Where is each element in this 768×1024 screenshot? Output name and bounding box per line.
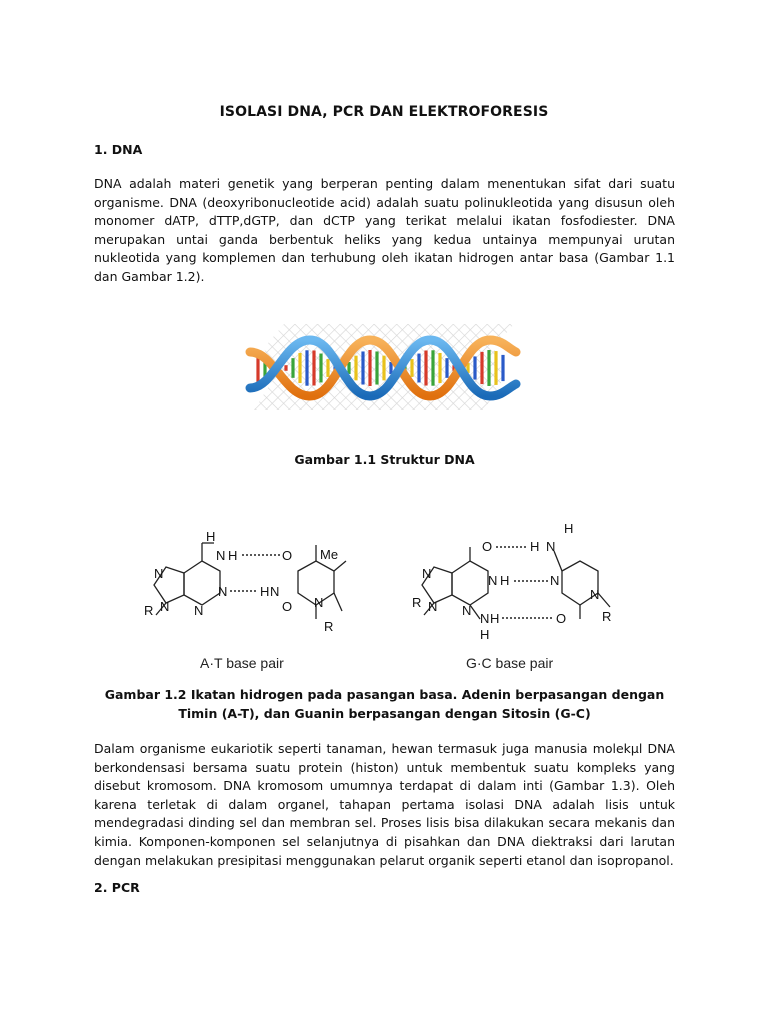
atom-label: H [500, 573, 510, 588]
atom-label: R [412, 595, 422, 610]
atom-label: H [490, 611, 500, 626]
section-heading-pcr: 2. PCR [94, 880, 140, 895]
atom-label: O [556, 611, 567, 626]
atom-label: H [530, 539, 540, 554]
atom-label: N [550, 573, 560, 588]
atom-label: N [314, 595, 324, 610]
atom-label: O [282, 548, 293, 563]
atom-label: N [194, 603, 204, 618]
atom-label: N [216, 548, 226, 563]
figure-1-2-caption: Gambar 1.2 Ikatan hidrogen pada pasangan basa. Adenin berpasangan dengan Timin (A-T), dan Guanin berpasangan dengan Sitosin (G-C) [104, 687, 665, 721]
dna-helix-figure [244, 318, 524, 416]
atom-label: O [482, 539, 493, 554]
paragraph-dna-isolation: Dalam organisme eukariotik seperti tanaman, hewan termasuk juga manusia molekµl DNA berkondensasi bersama suatu protein (histon) untuk membentuk suatu kompleks yang disebut kromosom. DNA kromosom umumnya terdapat di dalam inti (Gambar 1.3). Oleh karena terletak di dalam organel, tahapan pertama isolasi DNA adalah lisis untuk mendegradasi dinding sel dan membran sel. Proses lisis bisa dilakukan secara mekanis dan kimia. Komponen-komponen sel selanjutnya di pisahkan dan DNA diektraksi dari larutan dengan melakukan presipitasi menggunakan pelarut organik seperti etanol dan isopropanol. [94, 741, 675, 868]
atom-label: H [228, 548, 238, 563]
at-pair-label: A·T base pair [200, 655, 284, 671]
atom-label: N [428, 599, 438, 614]
atom-label: N [422, 566, 432, 581]
atom-label: O [282, 599, 293, 614]
atom-label: H [564, 521, 574, 536]
base-pair-figure [130, 515, 650, 675]
atom-label: Me [320, 547, 339, 562]
atom-label: R [324, 619, 334, 634]
document-title: ISOLASI DNA, PCR DAN ELEKTROFORESIS [219, 104, 549, 120]
atom-label: N [546, 539, 556, 554]
atom-label: N [270, 584, 280, 599]
atom-label: R [144, 603, 154, 618]
atom-label: N [488, 573, 498, 588]
atom-label: N [154, 566, 164, 581]
gc-pair-label: G·C base pair [466, 655, 554, 671]
section-heading-dna: 1. DNA [94, 142, 143, 157]
atom-label: R [602, 609, 612, 624]
atom-label: N [590, 587, 600, 602]
paragraph-dna-intro: DNA adalah materi genetik yang berperan penting dalam menentukan sifat dari suatu organisme. DNA (deoxyribonucleotide acid) adalah suatu polinukleotida yang disusun oleh monomer dATP, dTTP,dGTP, dan dCTP yang terikat melalui ikatan fosfodiester. DNA merupakan untai ganda berbentuk heliks yang kedua untainya mempunyai urutan nukleotida yang komplemen dan terhubung oleh ikatan hidrogen antar basa (Gambar 1.1 dan Gambar 1.2). [94, 176, 675, 284]
atom-label: H [260, 584, 270, 599]
atom-label: N [218, 584, 228, 599]
gc-pair-structure [422, 547, 610, 619]
atom-label: H [206, 529, 216, 544]
atom-label: N [160, 599, 170, 614]
atom-label: H [480, 627, 490, 642]
figure-1-1-caption: Gambar 1.1 Struktur DNA [294, 452, 475, 467]
atom-label: N [462, 603, 472, 618]
atom-label: N [480, 611, 490, 626]
